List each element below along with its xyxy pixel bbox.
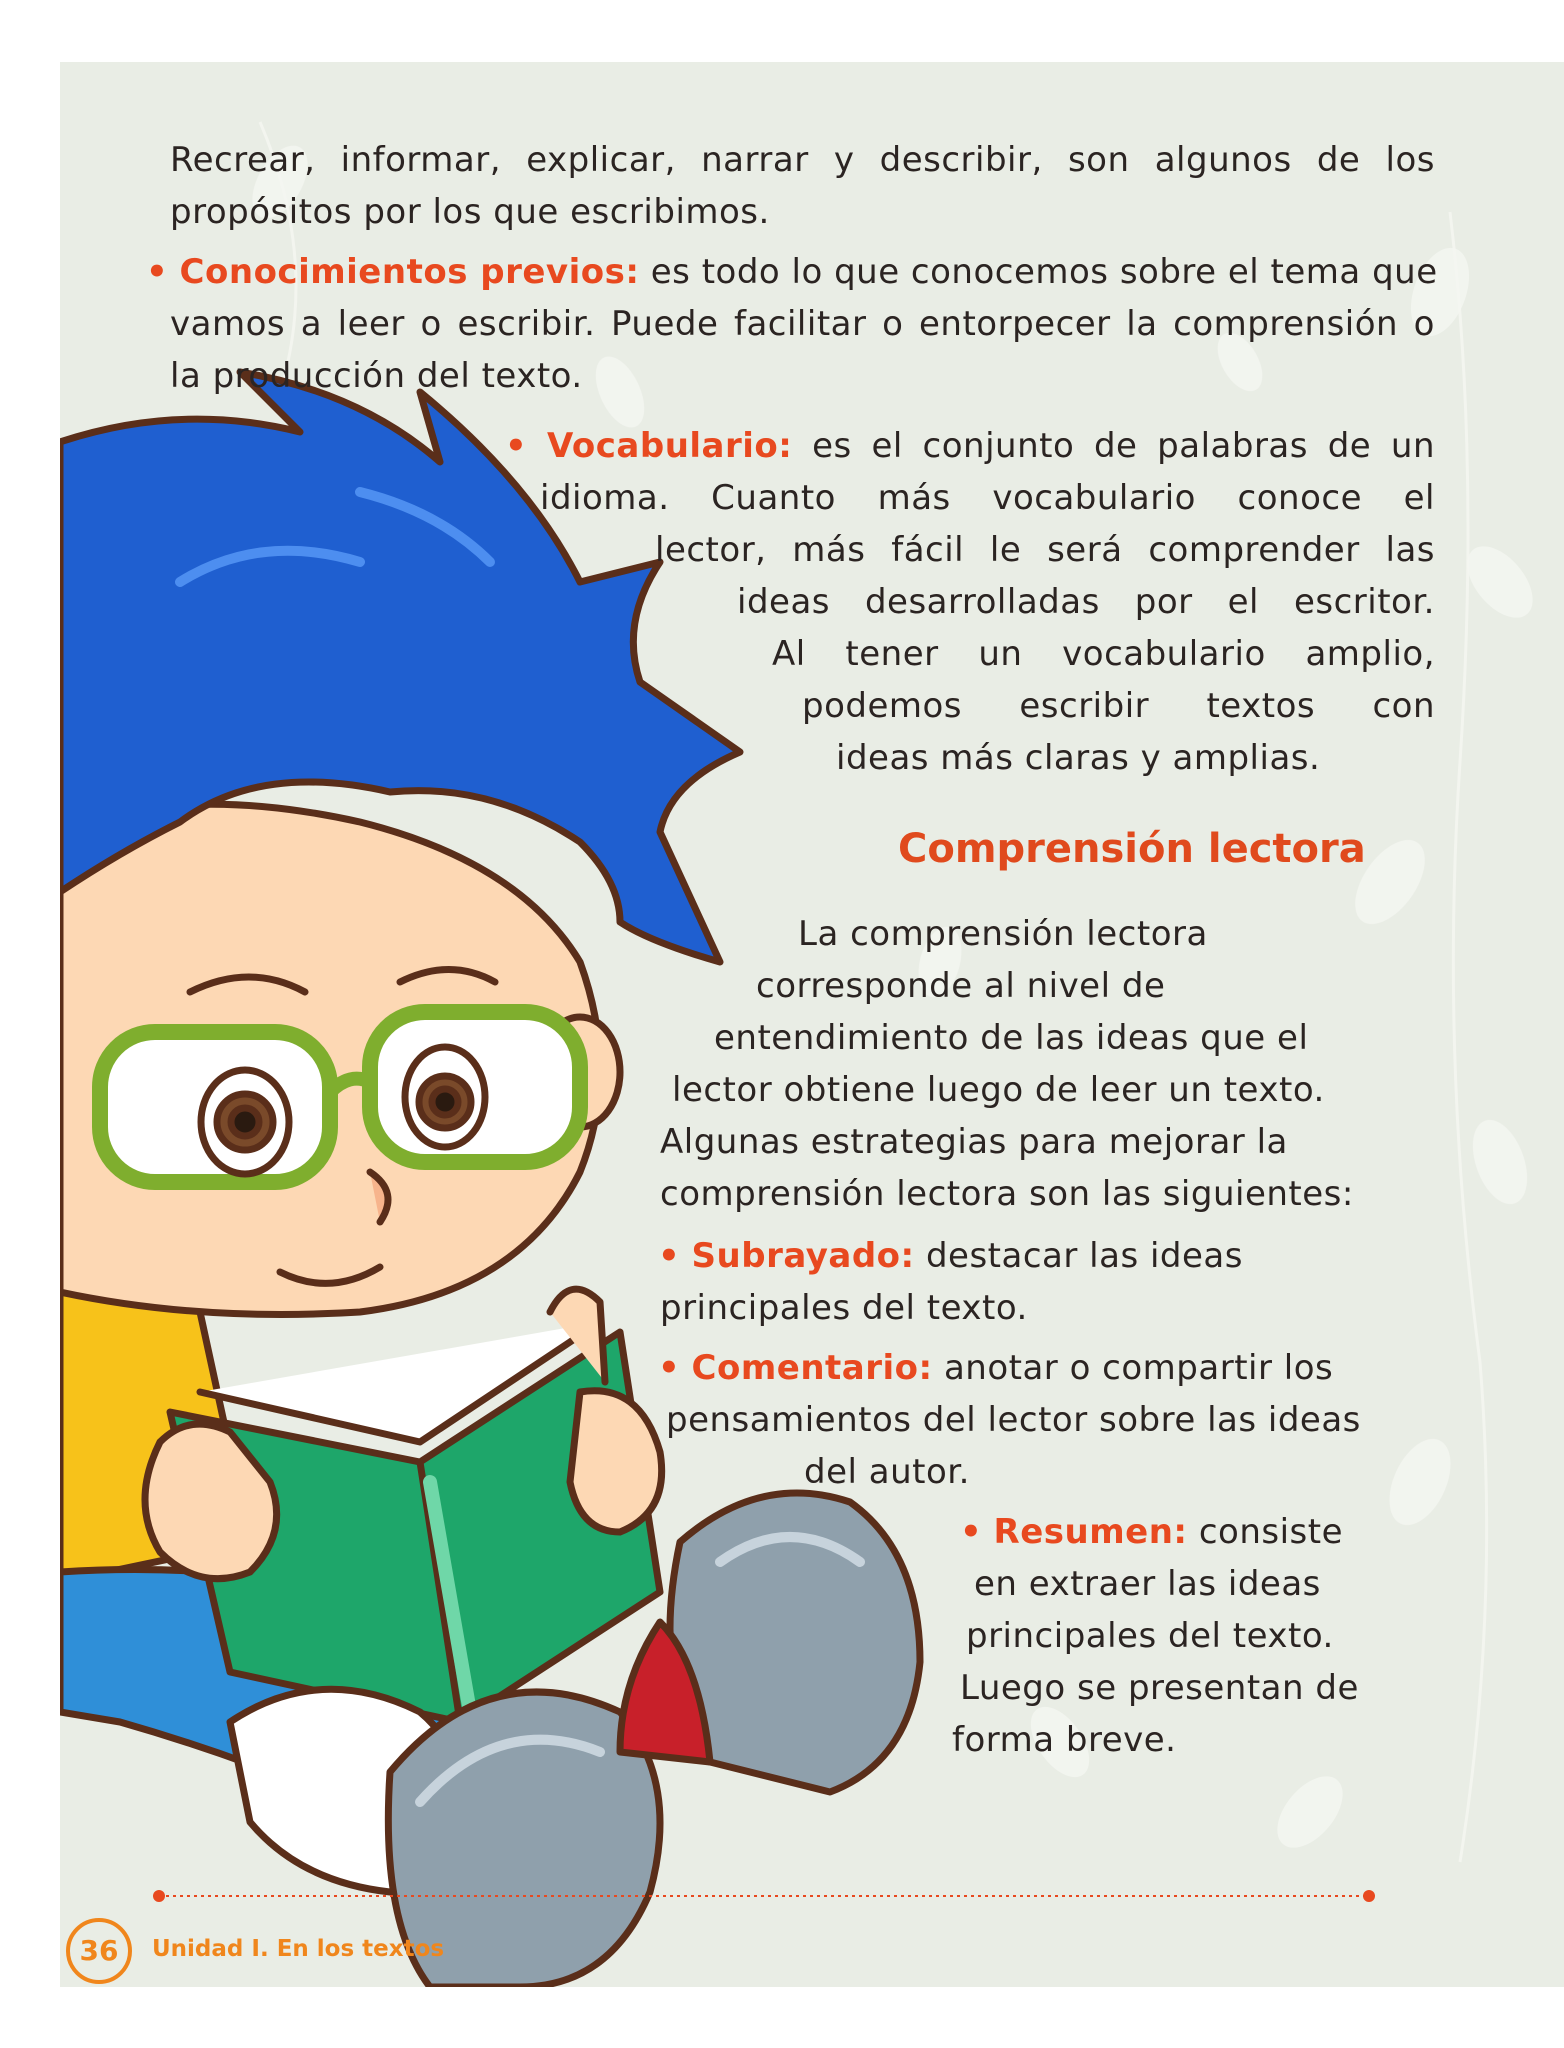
comentario-text: anotar o compartir los bbox=[943, 1348, 1334, 1388]
conocimientos-line-2: vamos a leer o escribir. Puede facilitar o entorpecer la comprensión o bbox=[170, 304, 1435, 344]
subrayado-line-1 bbox=[658, 1230, 1243, 1282]
page bbox=[60, 62, 1564, 1987]
conocimientos-line-1 bbox=[146, 246, 1438, 298]
vocabulario-text: es el conjunto de palabras de un bbox=[812, 426, 1436, 466]
comprension-line-2: corresponde al nivel de bbox=[756, 966, 1166, 1006]
page-number: 36 bbox=[66, 1918, 132, 1984]
resumen-term: Resumen: bbox=[993, 1512, 1188, 1552]
vocabulario-term: Vocabulario: bbox=[546, 426, 793, 466]
comprension-line-5: Algunas estrategias para mejorar la bbox=[660, 1122, 1288, 1162]
vocabulario-line-2: idioma. Cuanto más vocabulario conoce el bbox=[540, 478, 1435, 518]
comprension-line-1: La comprensión lectora bbox=[798, 914, 1208, 954]
vocabulario-line-3: lector, más fácil le será comprender las bbox=[655, 530, 1435, 570]
unit-title: Unidad I. En los textos bbox=[152, 1936, 445, 1962]
comentario-line-2: pensamientos del lector sobre las ideas bbox=[666, 1400, 1361, 1440]
vocabulario-line-7: ideas más claras y amplias. bbox=[836, 738, 1321, 778]
intro-line-1: Recrear, informar, explicar, narrar y describir, son algunos de los bbox=[170, 140, 1435, 180]
resumen-line-1 bbox=[960, 1506, 1343, 1558]
vocabulario-line-5: Al tener un vocabulario amplio, bbox=[772, 634, 1435, 674]
subrayado-term: Subrayado: bbox=[691, 1236, 915, 1276]
subrayado-line-2: principales del texto. bbox=[660, 1288, 1028, 1328]
conocimientos-text: es todo lo que conocemos sobre el tema que bbox=[650, 252, 1438, 292]
bullet: • bbox=[658, 1236, 681, 1276]
vocabulario-line-1 bbox=[505, 420, 1435, 472]
footer-dotted-divider bbox=[152, 1889, 1376, 1903]
resumen-line-3: principales del texto. bbox=[966, 1616, 1334, 1656]
resumen-line-4: Luego se presentan de bbox=[960, 1668, 1359, 1708]
bullet: • bbox=[960, 1512, 983, 1552]
resumen-line-5: forma breve. bbox=[952, 1720, 1177, 1760]
comentario-line-1 bbox=[658, 1342, 1333, 1394]
section-title: Comprensión lectora bbox=[898, 826, 1366, 872]
comprension-line-4: lector obtiene luego de leer un texto. bbox=[672, 1070, 1325, 1110]
comprension-line-6: comprensión lectora son las siguientes: bbox=[660, 1174, 1354, 1214]
comentario-line-3: del autor. bbox=[804, 1452, 970, 1492]
subrayado-text: destacar las ideas bbox=[925, 1236, 1243, 1276]
conocimientos-line-3: la producción del texto. bbox=[170, 356, 583, 396]
resumen-text: consiste bbox=[1198, 1512, 1344, 1552]
resumen-line-2: en extraer las ideas bbox=[974, 1564, 1321, 1604]
conocimientos-term: Conocimientos previos: bbox=[179, 252, 640, 292]
bullet: • bbox=[505, 426, 528, 466]
intro-line-2: propósitos por los que escribimos. bbox=[170, 192, 770, 232]
bullet: • bbox=[146, 252, 169, 292]
vocabulario-line-4: ideas desarrolladas por el escritor. bbox=[737, 582, 1435, 622]
vocabulario-line-6: podemos escribir textos con bbox=[802, 686, 1435, 726]
bullet: • bbox=[658, 1348, 681, 1388]
comprension-line-3: entendimiento de las ideas que el bbox=[714, 1018, 1309, 1058]
comentario-term: Comentario: bbox=[691, 1348, 933, 1388]
